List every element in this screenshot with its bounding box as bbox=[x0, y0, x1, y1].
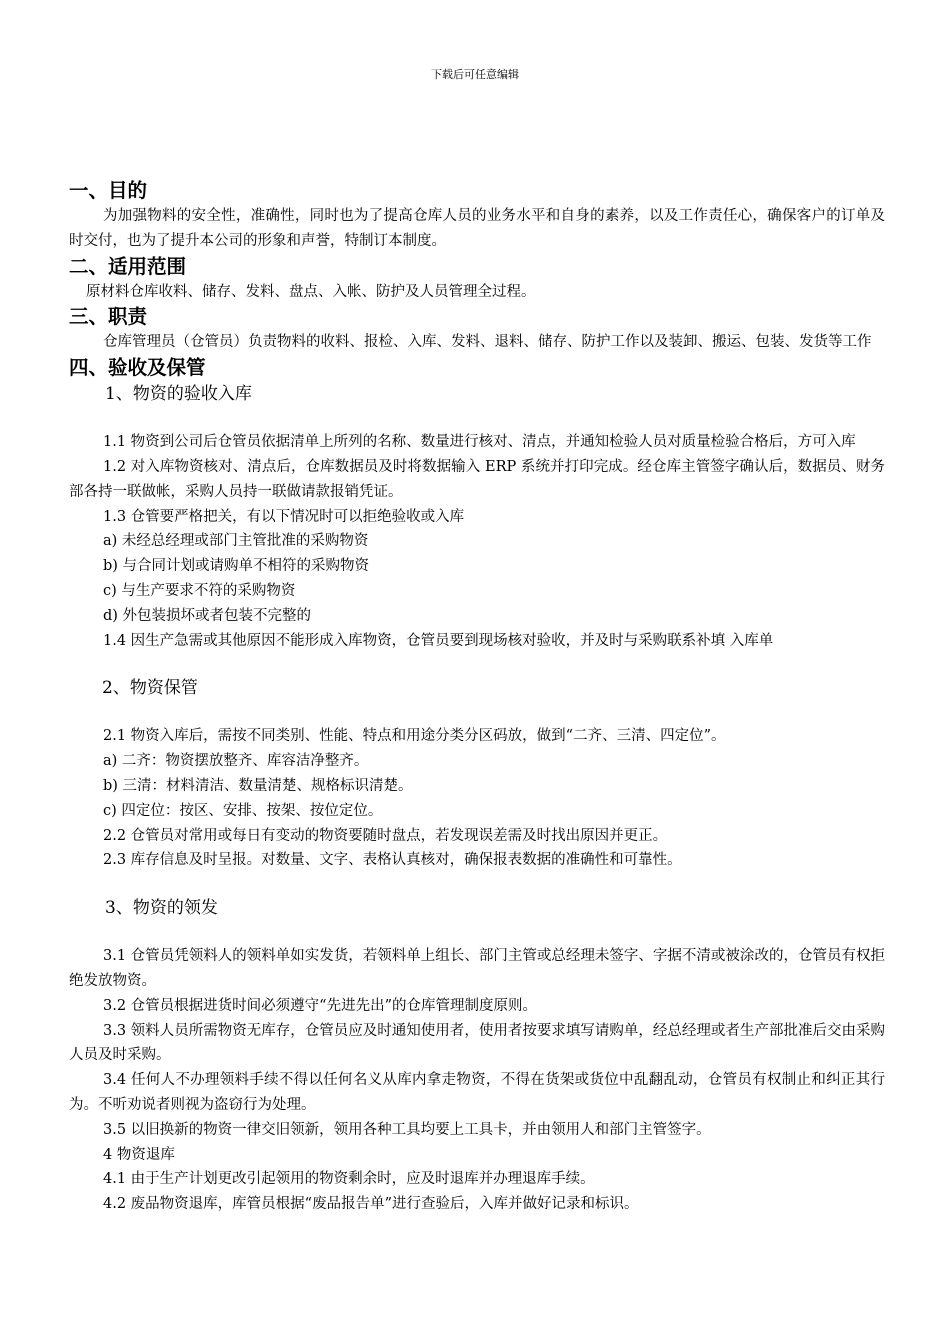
list-item-b: b) 与合同计划或请购单不相符的采购物资 bbox=[103, 558, 370, 575]
list-item-c: c) 四定位：按区、安排、按架、按位定位。 bbox=[103, 802, 383, 819]
paragraph-1-4: 1.4 因生产急需或其他原因不能形成入库物资，仓管员要到现场核对验收，并及时与采购联系补填 入库单 bbox=[103, 632, 774, 649]
paragraph-1-3: 1.3 仓管要严格把关，有以下情况时可以拒绝验收或入库 bbox=[103, 508, 465, 525]
paragraph-3-4: 3.4 任何人不办理领料手续不得以任何名义从库内拿走物资，不得在货架或货位中乱翻乱动，仓管员有权制止和纠正其行为。不听劝说者则视为盗窃行为处理。 bbox=[69, 1072, 885, 1113]
page-header: 下载后可任意编辑 bbox=[431, 68, 519, 81]
paragraph-3-5: 3.5 以旧换新的物资一律交旧领新，领用各种工具均要上工具卡，并由领用人和部门主管签字。 bbox=[103, 1121, 711, 1138]
list-item-d: d) 外包装损坏或者包装不完整的 bbox=[103, 607, 312, 624]
section-title-duties: 三、职责 bbox=[69, 305, 148, 329]
subsection-title-issuing: 3、物资的领发 bbox=[105, 898, 218, 919]
paragraph-2-2: 2.2 仓管员对常用或每日有变动的物资要随时盘点，若发现误差需及时找出原因并更正。 bbox=[103, 827, 668, 844]
list-item-c: c) 与生产要求不符的采购物资 bbox=[103, 582, 296, 599]
purpose-text: 为加强物料的安全性，准确性，同时也为了提高仓库人员的业务水平和自身的素养，以及工作责任心，确保客户的订单及时交付，也为了提升本公司的形象和声誉，特制订本制度。 bbox=[69, 208, 885, 249]
paragraph-1-1: 1.1 物资到公司后仓管员依据清单上所列的名称、数量进行核对、清点，并通知检验人员对质量检验合格后，方可入库 bbox=[103, 434, 856, 451]
subsection-title-storage: 2、物资保管 bbox=[102, 678, 198, 699]
list-item-b: b) 三清：材料清洁、数量清楚、规格标识清楚。 bbox=[103, 777, 413, 794]
document-body bbox=[69, 178, 885, 1217]
section-title-inspection: 四、验收及保管 bbox=[69, 356, 206, 380]
duties-text: 仓库管理员（仓管员）负责物料的收料、报检、入库、发料、退料、储存、防护工作以及装卸、搬运、包装、发货等工作 bbox=[103, 334, 872, 351]
list-item-a: a) 未经总经理或部门主管批准的采购物资 bbox=[103, 533, 369, 550]
paragraph-3-3: 3.3 领料人员所需物资无库存，仓管员应及时通知使用者，使用者按要求填写请购单，经总经理或者生产部批准后交由采购人员及时采购。 bbox=[69, 1022, 885, 1064]
paragraph-3-1: 3.1 仓管员凭领料人的领料单如实发货，若领料单上组长、部门主管或总经理未签字、字据不清或被涂改的，仓管员有权拒绝发放物资。 bbox=[69, 948, 885, 989]
list-item-a: a) 二齐：物资摆放整齐、库容洁净整齐。 bbox=[103, 753, 369, 770]
paragraph-3-2: 3.2 仓管员根据进货时间必须遵守“先进先出”的仓库管理制度原则。 bbox=[103, 997, 537, 1014]
scope-text: 原材料仓库收料、储存、发料、盘点、入帐、防护及人员管理全过程。 bbox=[86, 283, 536, 300]
subsection-title-return: 4 物资退库 bbox=[103, 1146, 175, 1163]
paragraph-4-2: 4.2 废品物资退库，库管员根据“废品报告单”进行查验后，入库并做好记录和标识。 bbox=[103, 1196, 639, 1213]
paragraph-4-1: 4.1 由于生产计划更改引起领用的物资剩余时，应及时退库并办理退库手续。 bbox=[103, 1171, 595, 1188]
paragraph-2-3: 2.3 库存信息及时呈报。对数量、文字、表格认真核对，确保报表数据的准确性和可靠性。 bbox=[103, 852, 682, 869]
section-title-scope: 二、适用范围 bbox=[69, 254, 187, 278]
subsection-title-receiving: 1、物资的验收入库 bbox=[105, 384, 252, 405]
paragraph-2-1: 2.1 物资入库后，需按不同类别、性能、特点和用途分类分区码放，做到“二齐、三清、四定位”。 bbox=[103, 728, 726, 745]
section-title-purpose: 一、目的 bbox=[69, 179, 148, 202]
paragraph-1-2: 1.2 对入库物资核对、清点后，仓库数据员及时将数据输入 ERP 系统并打印完成。经仓库主管签字确认后，数据员、财务部各持一联做帐，采购人员持一联做请款报销凭证。 bbox=[69, 458, 885, 500]
